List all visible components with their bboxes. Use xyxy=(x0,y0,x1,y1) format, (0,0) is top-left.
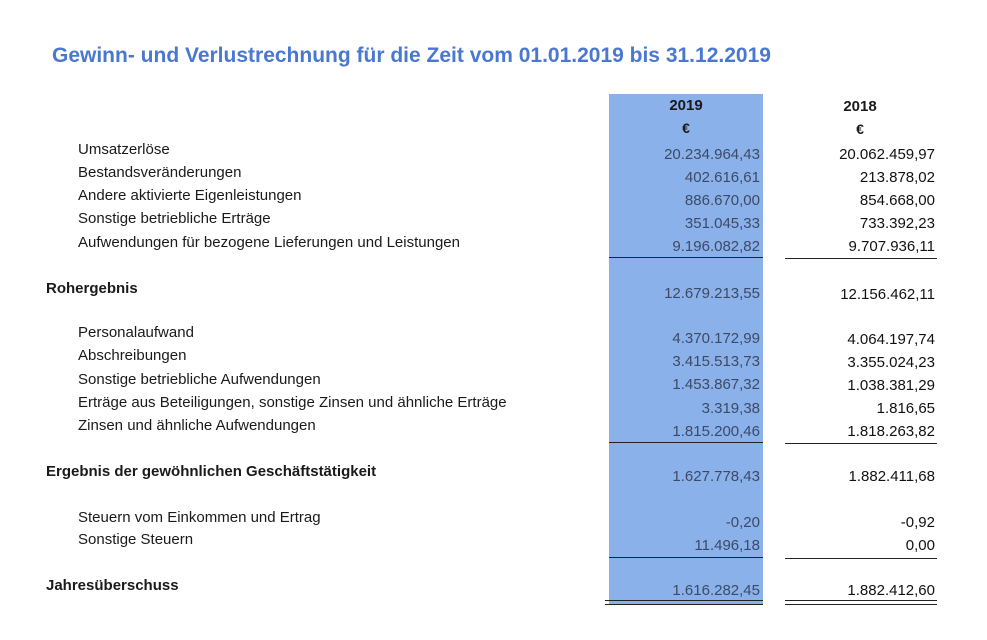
value-2019-andere-aktivierte-eigenleistungen: 886.670,00 xyxy=(684,192,760,209)
subtotal-line-2018-2 xyxy=(785,443,937,444)
page-title: Gewinn- und Verlustrechnung für die Zeit vom 01.01.2019 bis 31.12.2019 xyxy=(52,44,771,67)
value-2018-personalaufwand: 4.064.197,74 xyxy=(847,331,935,348)
subtotal-line-2018 xyxy=(785,258,937,259)
value-2019-steuern-einkommen: -0,20 xyxy=(725,514,760,531)
value-2018-sonstige-steuern: 0,00 xyxy=(905,537,935,554)
row-label-sonstige-steuern: Sonstige Steuern xyxy=(78,531,194,548)
value-2019-aufwendungen-lieferungen: 9.196.082,82 xyxy=(672,238,760,255)
value-2019-sonstige-betriebliche-ertraege: 351.045,33 xyxy=(684,215,760,232)
value-2019-ertraege-beteiligungen: 3.319,38 xyxy=(701,400,760,417)
row-label-ergebnis-geschaeftstaetigkeit: Ergebnis der gewöhnlichen Geschäftstätigkeit xyxy=(46,463,377,480)
row-label-steuern-einkommen: Steuern vom Einkommen und Ertrag xyxy=(78,509,321,526)
total-double-line-2019 xyxy=(605,600,763,605)
currency-2019: € xyxy=(682,120,690,136)
value-2019-personalaufwand: 4.370.172,99 xyxy=(672,330,760,347)
total-double-line-2018 xyxy=(785,600,937,605)
value-2018-umsatzerloese: 20.062.459,97 xyxy=(839,146,935,163)
value-2019-jahresueberschuss: 1.616.282,45 xyxy=(672,582,760,599)
value-2018-abschreibungen: 3.355.024,23 xyxy=(847,354,935,371)
subtotal-line-2019 xyxy=(609,257,763,258)
subtotal-line-2019-3 xyxy=(609,557,763,558)
row-label-bestandsveraenderungen: Bestandsveränderungen xyxy=(78,164,242,181)
row-label-sonstige-betriebliche-aufwendungen: Sonstige betriebliche Aufwendungen xyxy=(78,371,321,388)
value-2018-bestandsveraenderungen: 213.878,02 xyxy=(859,169,935,186)
row-label-sonstige-betriebliche-ertraege: Sonstige betriebliche Erträge xyxy=(78,210,271,227)
value-2018-zinsen-aufwendungen: 1.818.263,82 xyxy=(847,423,935,440)
value-2018-jahresueberschuss: 1.882.412,60 xyxy=(847,582,935,599)
value-2018-ergebnis-geschaeftstaetigkeit: 1.882.411,68 xyxy=(848,468,935,485)
value-2018-sonstige-betriebliche-aufwendungen: 1.038.381,29 xyxy=(847,377,935,394)
value-2019-zinsen-aufwendungen: 1.815.200,46 xyxy=(672,423,760,440)
value-2018-ertraege-beteiligungen: 1.816,65 xyxy=(876,400,935,417)
value-2019-ergebnis-geschaeftstaetigkeit: 1.627.778,43 xyxy=(672,468,760,485)
value-2018-andere-aktivierte-eigenleistungen: 854.668,00 xyxy=(859,192,935,209)
column-header-2018: 2018 xyxy=(843,98,877,115)
row-label-personalaufwand: Personalaufwand xyxy=(78,324,194,341)
value-2019-abschreibungen: 3.415.513,73 xyxy=(672,353,760,370)
row-label-andere-aktivierte-eigenleistungen: Andere aktivierte Eigenleistungen xyxy=(78,187,302,204)
value-2018-rohergebnis: 12.156.462,11 xyxy=(840,286,935,303)
value-2019-bestandsveraenderungen: 402.616,61 xyxy=(684,169,760,186)
subtotal-line-2018-3 xyxy=(785,558,937,559)
row-label-umsatzerloese: Umsatzerlöse xyxy=(78,141,170,158)
value-2019-sonstige-steuern: 11.496,18 xyxy=(694,537,760,554)
row-label-jahresueberschuss: Jahresüberschuss xyxy=(46,577,179,594)
row-label-rohergebnis: Rohergebnis xyxy=(46,280,138,297)
row-label-aufwendungen-lieferungen: Aufwendungen für bezogene Lieferungen und Leistungen xyxy=(78,234,460,251)
value-2019-sonstige-betriebliche-aufwendungen: 1.453.867,32 xyxy=(672,376,760,393)
row-label-abschreibungen: Abschreibungen xyxy=(78,347,187,364)
value-2018-aufwendungen-lieferungen: 9.707.936,11 xyxy=(848,238,935,255)
value-2019-umsatzerloese: 20.234.964,43 xyxy=(664,146,760,163)
subtotal-line-2019-2 xyxy=(609,442,763,443)
currency-2018: € xyxy=(856,121,864,137)
value-2018-sonstige-betriebliche-ertraege: 733.392,23 xyxy=(859,215,935,232)
value-2019-rohergebnis: 12.679.213,55 xyxy=(664,285,760,302)
row-label-ertraege-beteiligungen: Erträge aus Beteiligungen, sonstige Zinsen und ähnliche Erträge xyxy=(78,394,507,411)
row-label-zinsen-aufwendungen: Zinsen und ähnliche Aufwendungen xyxy=(78,417,316,434)
column-header-2019: 2019 xyxy=(669,97,703,114)
value-2018-steuern-einkommen: -0,92 xyxy=(900,514,935,531)
